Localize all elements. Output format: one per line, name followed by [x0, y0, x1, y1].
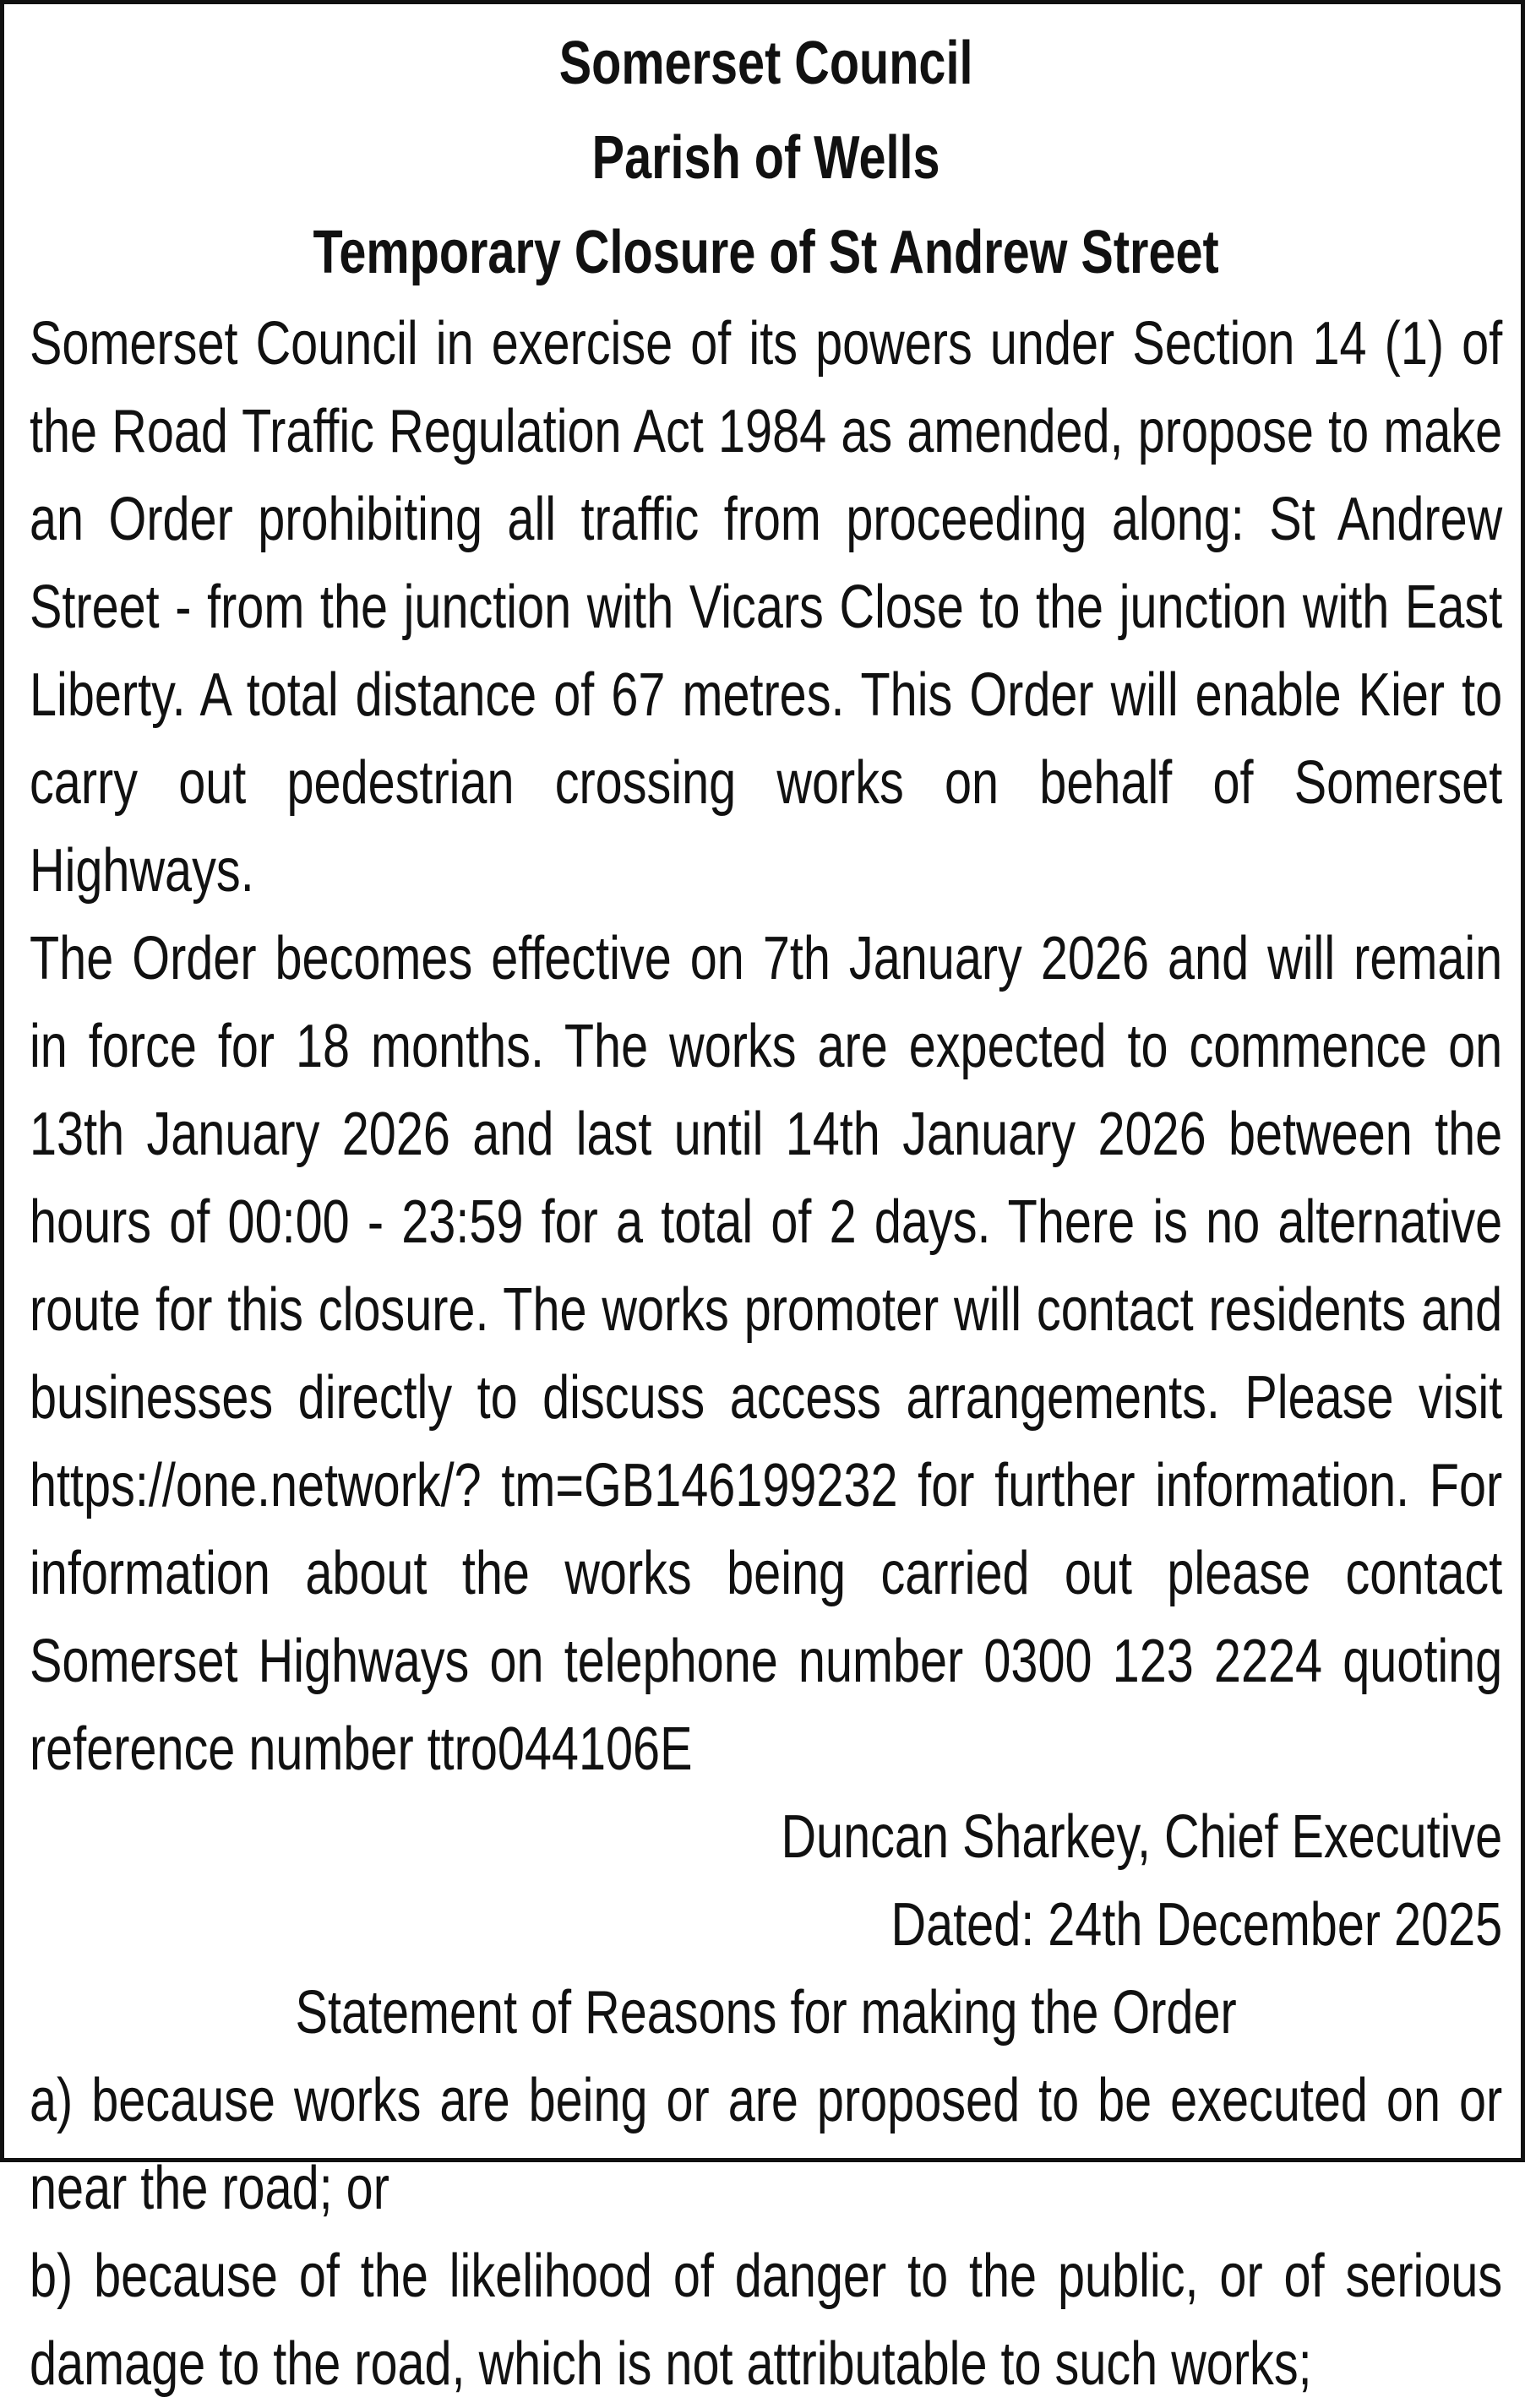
reasons-heading: Statement of Reasons for making the Order — [295, 1979, 1237, 2047]
order-details-paragraph: The Order becomes effective on 7th January 2026 and will remain in force for 18 months. The works are expected to commence on 13th January 2026 and last until 14th January 2026 between the hours of 00:00 - 23:59 for a total of 2 days. There is no alternative route for this closure. The works promoter will contact residents and businesses directly to discuss access arrangements. Please visit https://one.network/? tm=GB146199232 for further information. For information about the works being carried out please contact Somerset Highways on telephone number 0300 123 2224 quoting reference number ttro044106E — [30, 925, 1503, 1783]
council-name: Somerset Council — [558, 30, 973, 97]
notice-content — [30, 16, 1502, 2408]
reason-b: b) because of the likelihood of danger to the public, or of serious damage to the road, which is not attributable to such works; — [30, 2242, 1503, 2398]
reason-a: a) because works are being or are proposed to be executed on or near the road; or — [30, 2067, 1503, 2222]
signatory: Duncan Sharkey, Chief Executive — [781, 1803, 1503, 1871]
order-description-paragraph: Somerset Council in exercise of its powers under Section 14 (1) of the Road Traffic Regulation Act 1984 as amended, propose to make an Order prohibiting all traffic from proceeding along: St Andrew Street - from the junction with Vicars Close to the junction with East Liberty. A total distance of 67 metres. This Order will enable Kier to carry out pedestrian crossing works on behalf of Somerset Highways. — [30, 310, 1503, 905]
parish-name: Parish of Wells — [591, 124, 940, 192]
date-line: Dated: 24th December 2025 — [890, 1891, 1503, 1959]
notice-title: Temporary Closure of St Andrew Street — [313, 219, 1219, 286]
